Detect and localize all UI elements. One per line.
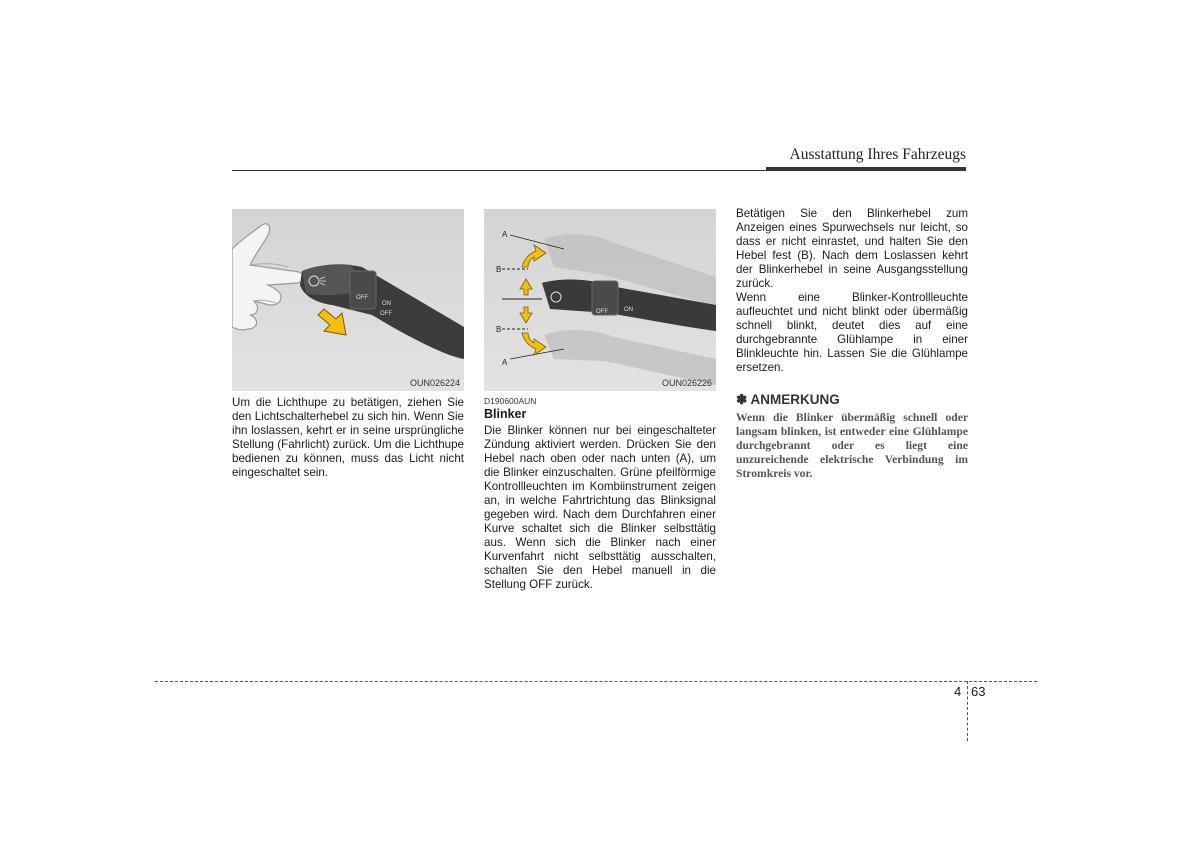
turn-arrow-icon	[522, 333, 546, 355]
switch-mark-on: ON	[382, 301, 391, 307]
label-b-bottom: B	[496, 325, 502, 334]
paragraph-indicator-warning: Wenn eine Blinker-Kontrollleuchte aufleuchtet und nicht blinkt oder übermäßig schnell blinkt, deutet dies auf eine durchgebrannte Glühlampe in einer Blinkleuchte hin. Lassen Sie die Glühlampe ersetzen.	[736, 291, 968, 374]
note-heading: ✽ ANMERKUNG	[736, 392, 840, 407]
lever-illustration	[484, 209, 716, 391]
turn-arrow-icon	[520, 307, 532, 323]
label-a-bottom: A	[502, 358, 508, 367]
turn-arrow-icon	[520, 279, 532, 295]
figure-code: OUN026224	[409, 378, 460, 388]
heading-blinker: Blinker	[484, 407, 527, 421]
pull-arrow-icon	[318, 309, 346, 335]
label-a-top: A	[502, 230, 508, 239]
paragraph-blinker: Die Blinker können nur bei eingeschalteter Zündung aktiviert werden. Drücken Sie den Hebel nach oben oder nach unten (A), um die Blinker einzuschalten. Grüne pfeilförmige Kontrollleuchten im Kombiinstrument zeigen an, in welche Fahrtrichtung das Blinksignal gegeben wird. Nach dem Durchfahren einer Kurve schaltet sich die Blinker selbsttätig aus. Wenn sich die Blinker nach einer Kurvenfahrt nicht selbsttätig ausschalten, schalten Sie den Hebel manuell in die Stellung OFF zurück.	[484, 424, 716, 591]
doc-code: D190600AUN	[484, 396, 537, 406]
footer-divider	[967, 681, 968, 741]
paragraph-lane-change: Betätigen Sie den Blinkerhebel zum Anzeigen eines Spurwechsels nur leicht, so dass er nicht einrastet, und halten Sie den Hebel fest (B). Nach dem Loslassen kehrt der Blinkerhebel in seine Ausgangsstellung zurück.	[736, 207, 968, 290]
column3-text	[736, 207, 968, 375]
figure-headlight-flasher	[232, 209, 464, 391]
switch-mark-on: ON	[624, 307, 633, 313]
switch-mark-off: OFF	[380, 311, 392, 317]
section-title: Ausstattung Ihres Fahrzeugs	[789, 146, 966, 163]
hand-illustration	[232, 224, 304, 330]
switch-mark-off: OFF	[596, 309, 608, 315]
figure-turn-signal	[484, 209, 716, 391]
switch-mark-off: OFF	[356, 295, 368, 301]
header-rule-accent	[766, 167, 966, 171]
paragraph-flasher: Um die Lichthupe zu betätigen, ziehen Sie den Lichtschalterhebel zu sich hin. Wenn Sie ihn loslassen, kehrt er in seine ursprüngliche Stellung (Fahrlicht) zurück. Um die Lichthupe bedienen zu können, muss das Licht nicht eingeschaltet sein.	[232, 396, 464, 479]
label-b-top: B	[496, 265, 502, 274]
page-number: 63	[971, 684, 986, 699]
figure-code: OUN026226	[661, 378, 712, 388]
lever-illustration	[232, 209, 464, 391]
turn-arrow-icon	[522, 245, 546, 267]
footer-rule	[155, 681, 1037, 682]
chapter-number: 4	[954, 684, 962, 699]
note-text: Wenn die Blinker übermäßig schnell oder langsam blinken, ist entweder eine Glühlampe durchgebrannt oder es liegt eine unzureichende elektrische Verbindung im Stromkreis vor.	[736, 411, 968, 480]
